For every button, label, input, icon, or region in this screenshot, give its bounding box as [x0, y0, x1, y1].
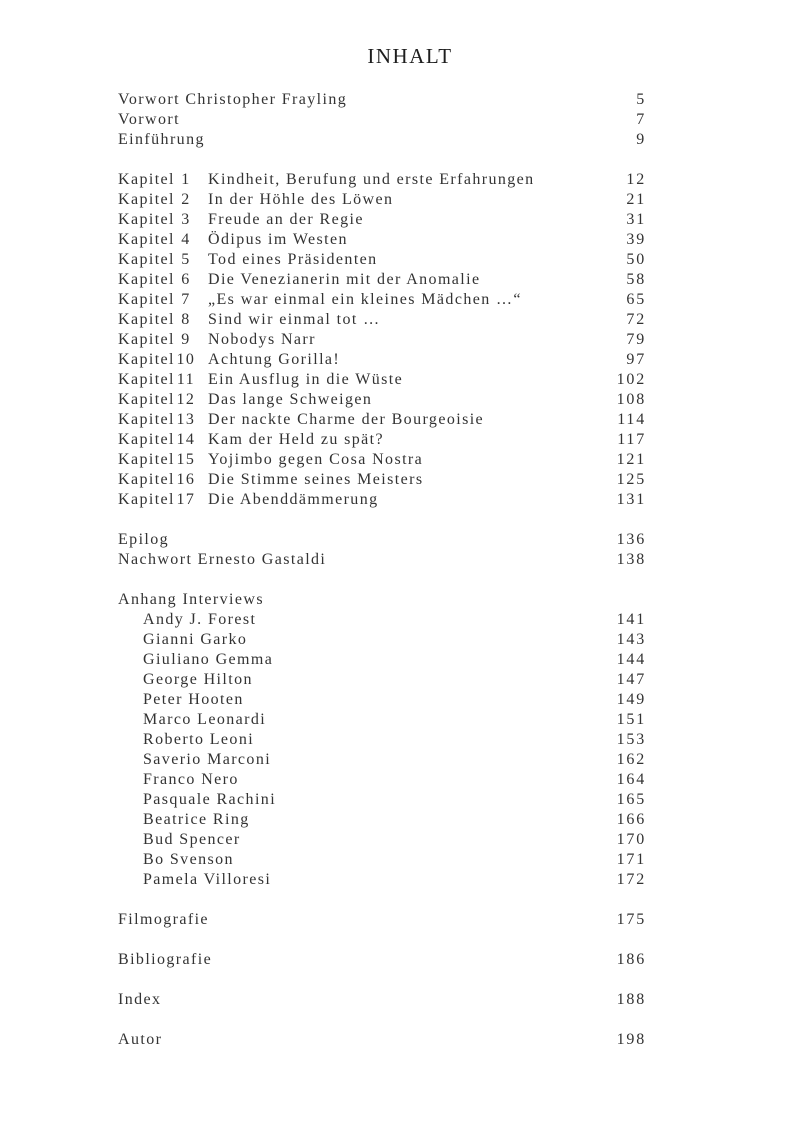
- entry-page: 97: [626, 351, 646, 368]
- interview-entry: [118, 850, 646, 870]
- entry-page: 50: [626, 251, 646, 268]
- entry-label: Einführung: [118, 131, 205, 148]
- interview-entry: [118, 810, 646, 830]
- entry-label: Bo Svenson: [143, 851, 234, 868]
- chapter-entry: [118, 210, 646, 230]
- appendix-list: [118, 610, 646, 890]
- appendix-section: [118, 590, 646, 890]
- chapter-num: 15: [176, 451, 196, 468]
- chapter-prefix: Kapitel: [118, 471, 175, 488]
- chapter-prefix: Kapitel: [118, 391, 175, 408]
- chapter-title: Achtung Gorilla!: [208, 351, 341, 368]
- chapter-number: [118, 390, 208, 410]
- entry-label: Gianni Garko: [143, 631, 248, 648]
- interview-entry: [118, 770, 646, 790]
- interview-entry: [118, 670, 646, 690]
- front-matter-section: [118, 90, 646, 150]
- chapter-number: [118, 190, 208, 210]
- entry-page: 21: [626, 191, 646, 208]
- chapter-title: „Es war einmal ein kleines Mädchen …“: [208, 291, 522, 308]
- spacer: [118, 510, 646, 530]
- chapter-title: Die Stimme seines Meisters: [208, 471, 424, 488]
- entry-page: 164: [616, 771, 646, 788]
- entry-label: Pasquale Rachini: [143, 791, 277, 808]
- chapter-number: [118, 330, 208, 350]
- chapter-entry: [118, 270, 646, 290]
- entry-page: 125: [616, 471, 646, 488]
- entry-page: 144: [616, 651, 646, 668]
- chapter-title: In der Höhle des Löwen: [208, 191, 394, 208]
- chapter-title: Sind wir einmal tot …: [208, 311, 381, 328]
- back-matter-section: [118, 530, 646, 570]
- chapter-entry: [118, 390, 646, 410]
- interview-entry: [118, 870, 646, 890]
- chapter-entry: [118, 350, 646, 370]
- chapter-entry: [118, 330, 646, 350]
- chapter-prefix: Kapitel: [118, 411, 175, 428]
- entry-label: Beatrice Ring: [143, 811, 250, 828]
- chapter-prefix: Kapitel: [118, 191, 175, 208]
- chapter-num: 8: [181, 311, 191, 328]
- spacer: [118, 890, 646, 910]
- chapter-prefix: Kapitel: [118, 231, 175, 248]
- chapter-title: Kindheit, Berufung und erste Erfahrungen: [208, 171, 535, 188]
- interview-entry: [118, 710, 646, 730]
- entry-page: 65: [626, 291, 646, 308]
- chapter-num: 5: [181, 251, 191, 268]
- chapter-title: Die Abenddämmerung: [208, 491, 379, 508]
- entry-page: 131: [616, 491, 646, 508]
- chapter-entry: [118, 470, 646, 490]
- appendix-heading: [118, 590, 646, 610]
- toc-entry: [118, 90, 646, 110]
- entry-page: 141: [616, 611, 646, 628]
- entry-page: 166: [616, 811, 646, 828]
- chapter-prefix: Kapitel: [118, 431, 175, 448]
- entry-label: Vorwort: [118, 111, 180, 128]
- chapter-number: [118, 430, 208, 450]
- entry-label: Epilog: [118, 531, 170, 548]
- chapter-title: Das lange Schweigen: [208, 391, 373, 408]
- entry-label: Vorwort Christopher Frayling: [118, 91, 348, 108]
- entry-page: 136: [616, 531, 646, 548]
- chapter-entry: [118, 250, 646, 270]
- chapter-title: Freude an der Regie: [208, 211, 364, 228]
- chapter-entry: [118, 370, 646, 390]
- chapter-title: Ödipus im Westen: [208, 231, 348, 248]
- entry-label: George Hilton: [143, 671, 253, 688]
- table-of-contents: [118, 90, 646, 1050]
- interview-entry: [118, 690, 646, 710]
- chapter-entry: [118, 450, 646, 470]
- chapter-prefix: Kapitel: [118, 211, 175, 228]
- chapter-prefix: Kapitel: [118, 351, 175, 368]
- chapter-prefix: Kapitel: [118, 171, 175, 188]
- chapter-prefix: Kapitel: [118, 371, 175, 388]
- entry-page: 143: [616, 631, 646, 648]
- toc-entry: [118, 130, 646, 150]
- entry-page: 165: [616, 791, 646, 808]
- chapter-num: 10: [176, 351, 196, 368]
- toc-entry: [118, 950, 646, 970]
- entry-label: Andy J. Forest: [143, 611, 257, 628]
- page-title: INHALT: [367, 44, 453, 68]
- chapter-prefix: Kapitel: [118, 291, 175, 308]
- entry-page: 171: [616, 851, 646, 868]
- chapter-prefix: Kapitel: [118, 251, 175, 268]
- chapter-entry: [118, 490, 646, 510]
- entry-page: 108: [616, 391, 646, 408]
- end-matter-section: [118, 890, 646, 1050]
- toc-entry: [118, 550, 646, 570]
- chapter-number: [118, 270, 208, 290]
- chapter-title: Ein Ausflug in die Wüste: [208, 371, 404, 388]
- entry-page: 72: [626, 311, 646, 328]
- entry-page: 172: [616, 871, 646, 888]
- entry-label: Bud Spencer: [143, 831, 241, 848]
- entry-label: Index: [118, 991, 162, 1008]
- entry-page: 121: [616, 451, 646, 468]
- entry-label: Anhang Interviews: [118, 591, 264, 608]
- chapter-num: 7: [181, 291, 191, 308]
- chapter-title: Tod eines Präsidenten: [208, 251, 378, 268]
- chapter-number: [118, 470, 208, 490]
- entry-label: Roberto Leoni: [143, 731, 255, 748]
- entry-label: Pamela Villoresi: [143, 871, 272, 888]
- chapter-number: [118, 210, 208, 230]
- chapter-num: 16: [176, 471, 196, 488]
- interview-entry: [118, 830, 646, 850]
- toc-entry: [118, 910, 646, 930]
- entry-page: 58: [626, 271, 646, 288]
- entry-page: 151: [616, 711, 646, 728]
- entry-label: Giuliano Gemma: [143, 651, 274, 668]
- spacer: [118, 1010, 646, 1030]
- chapter-prefix: Kapitel: [118, 491, 175, 508]
- chapter-number: [118, 290, 208, 310]
- chapter-num: 3: [181, 211, 191, 228]
- chapter-entry: [118, 430, 646, 450]
- toc-entry: [118, 1030, 646, 1050]
- entry-page: 5: [636, 91, 646, 108]
- entry-page: 147: [616, 671, 646, 688]
- interview-entry: [118, 730, 646, 750]
- toc-entry: [118, 990, 646, 1010]
- entry-page: 149: [616, 691, 646, 708]
- chapter-prefix: Kapitel: [118, 331, 175, 348]
- entry-label: Franco Nero: [143, 771, 239, 788]
- entry-page: 31: [626, 211, 646, 228]
- entry-label: Bibliografie: [118, 951, 213, 968]
- chapter-entry: [118, 410, 646, 430]
- chapter-title: Die Venezianerin mit der Anomalie: [208, 271, 481, 288]
- entry-page: 12: [626, 171, 646, 188]
- interview-entry: [118, 610, 646, 630]
- chapter-entry: [118, 230, 646, 250]
- entry-page: 170: [616, 831, 646, 848]
- spacer: [118, 150, 646, 170]
- chapter-entry: [118, 310, 646, 330]
- chapter-num: 6: [181, 271, 191, 288]
- entry-label: Filmografie: [118, 911, 209, 928]
- entry-page: 162: [616, 751, 646, 768]
- chapter-number: [118, 350, 208, 370]
- entry-label: Nachwort Ernesto Gastaldi: [118, 551, 327, 568]
- chapter-num: 9: [181, 331, 191, 348]
- chapter-num: 11: [176, 371, 196, 388]
- chapter-prefix: Kapitel: [118, 271, 175, 288]
- interview-entry: [118, 790, 646, 810]
- chapter-number: [118, 250, 208, 270]
- chapter-number: [118, 230, 208, 250]
- chapter-prefix: Kapitel: [118, 451, 175, 468]
- chapter-prefix: Kapitel: [118, 311, 175, 328]
- entry-page: 117: [617, 431, 646, 448]
- chapters-section: [118, 170, 646, 510]
- entry-page: 186: [616, 951, 646, 968]
- chapter-number: [118, 450, 208, 470]
- entry-page: 153: [616, 731, 646, 748]
- entry-page: 114: [617, 411, 646, 428]
- chapter-number: [118, 170, 208, 190]
- chapter-num: 4: [181, 231, 191, 248]
- chapter-num: 2: [181, 191, 191, 208]
- toc-entry: [118, 530, 646, 550]
- entry-page: 138: [616, 551, 646, 568]
- interview-entry: [118, 630, 646, 650]
- chapter-number: [118, 310, 208, 330]
- entry-label: Autor: [118, 1031, 163, 1048]
- chapter-number: [118, 490, 208, 510]
- chapter-entry: [118, 170, 646, 190]
- toc-entry: [118, 110, 646, 130]
- chapter-entry: [118, 190, 646, 210]
- chapter-num: 12: [176, 391, 196, 408]
- entry-label: Marco Leonardi: [143, 711, 267, 728]
- chapter-number: [118, 370, 208, 390]
- chapter-num: 17: [176, 491, 196, 508]
- entry-label: Saverio Marconi: [143, 751, 272, 768]
- chapter-title: Der nackte Charme der Bourgeoisie: [208, 411, 485, 428]
- entry-page: 9: [636, 131, 646, 148]
- chapter-num: 13: [176, 411, 196, 428]
- spacer: [118, 970, 646, 990]
- entry-page: 102: [616, 371, 646, 388]
- entry-page: 39: [626, 231, 646, 248]
- spacer: [118, 570, 646, 590]
- chapter-num: 1: [181, 171, 191, 188]
- interview-entry: [118, 750, 646, 770]
- chapter-number: [118, 410, 208, 430]
- chapter-num: 14: [176, 431, 196, 448]
- chapter-title: Kam der Held zu spät?: [208, 431, 385, 448]
- entry-page: 188: [616, 991, 646, 1008]
- entry-label: Peter Hooten: [143, 691, 244, 708]
- entry-page: 198: [616, 1031, 646, 1048]
- chapter-entry: [118, 290, 646, 310]
- entry-page: 79: [626, 331, 646, 348]
- interview-entry: [118, 650, 646, 670]
- chapter-title: Yojimbo gegen Cosa Nostra: [208, 451, 424, 468]
- entry-page: 175: [616, 911, 646, 928]
- spacer: [118, 930, 646, 950]
- entry-page: 7: [636, 111, 646, 128]
- chapter-title: Nobodys Narr: [208, 331, 316, 348]
